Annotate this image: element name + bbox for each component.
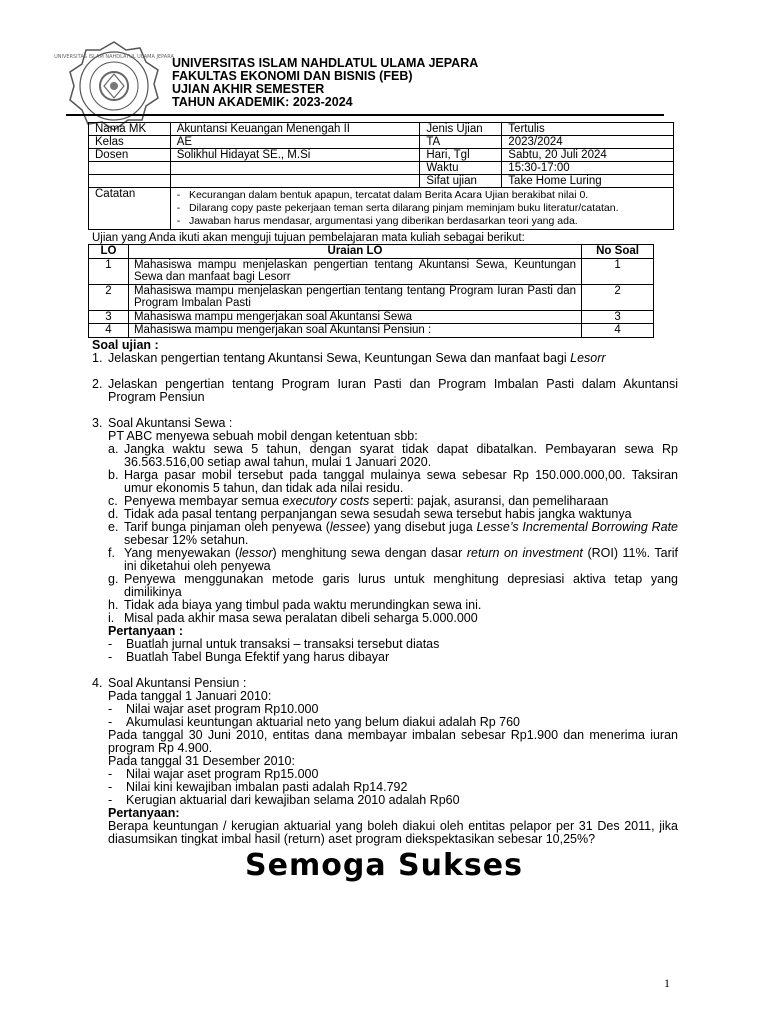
table-row: 4 Mahasiswa mampu mengerjakan soal Akuntansi Pensiun : 4: [89, 324, 654, 338]
no-soal-header: No Soal: [582, 245, 654, 259]
soal-heading: Soal ujian :: [92, 338, 159, 352]
table-row: 1 Mahasiswa mampu menjelaskan pengertian tentang Akuntansi Sewa, Keuntungan Sewa dan manfaat bagi Lesorr 1: [89, 258, 654, 284]
value-kelas: AE: [170, 136, 420, 149]
page-number: 1: [664, 976, 670, 990]
value-waktu: 15:30-17:00: [502, 162, 674, 175]
note-item: - Kecurangan dalam bentuk apapun, tercatat dalam Berita Acara Ujian berakibat nilai 0.: [176, 189, 589, 201]
university-logo: [54, 40, 174, 132]
label-hari: Hari, Tgl: [420, 149, 502, 162]
exam-questions: [92, 339, 678, 846]
label-kelas: Kelas: [89, 136, 171, 149]
logo-text: UNIVERSITAS ISLAM NAHDLATUL ULAMA JEPARA: [54, 54, 174, 60]
header-university: UNIVERSITAS ISLAM NAHDLATUL ULAMA JEPARA: [172, 56, 479, 70]
label-catatan: Catatan: [89, 188, 171, 230]
table-row: 3 Mahasiswa mampu mengerjakan soal Akuntansi Sewa 3: [89, 310, 654, 324]
header-faculty: FAKULTAS EKONOMI DAN BISNIS (FEB): [172, 69, 413, 83]
lo-intro: Ujian yang Anda ikuti akan menguji tujuan pembelajaran mata kuliah sebagai berikut:: [92, 232, 525, 244]
learning-outcomes-table: [88, 244, 654, 338]
note-item: - Jawaban harus mendasar, argumentasi yang diberikan berdasarkan teori yang ada.: [176, 215, 578, 227]
exam-info-table: [88, 122, 674, 230]
label-jenis: Jenis Ujian: [420, 123, 502, 136]
value-ta: 2023/2024: [502, 136, 674, 149]
label-nama-mk: Nama MK: [89, 123, 171, 136]
label-waktu: Waktu: [420, 162, 502, 175]
question-4: 4. Soal Akuntansi Pensiun : Pada tanggal 1 Januari 2010: - Nilai wajar aset program Rp10.000 - Akumulasi keuntungan aktuarial neto yang belum diakui adalah Rp 760 Pada tanggal 30 Juni 2010, entitas dana membayar imbalan sebesar Rp1.900 dan menerima iuran program Rp 4.900. Pada tanggal 31 Desember 2010: - Nilai wajar aset program Rp15.000 - Nilai kini kewajiban imbalan pasti adalah Rp14.792 - Kerugian aktuarial dari kewajiban selama 2010 adalah Rp60 Pertanyaan: Berapa keuntungan / kerugian aktuarial yang boleh diakui oleh entitas pelapor per 31 Des 2011, jika diasumsikan tingkat imbal hasil (return) aset program diekspektasikan sebesar 10,25%?: [92, 676, 678, 846]
closing-message: Semoga Sukses: [245, 848, 523, 883]
header-exam: UJIAN AKHIR SEMESTER: [172, 82, 325, 96]
label-ta: TA: [420, 136, 502, 149]
header-year: TAHUN AKADEMIK: 2023-2024: [172, 95, 353, 109]
catatan-notes: [170, 188, 673, 230]
question-2: 2. Jelaskan pengertian tentang Program Iuran Pasti dan Program Imbalan Pasti dalam Akuntansi Program Pensiun: [92, 377, 678, 404]
value-sifat: Take Home Luring: [502, 175, 674, 188]
question-1: 1. Jelaskan pengertian tentang Akuntansi Sewa, Keuntungan Sewa dan manfaat bagi Lesorr: [92, 351, 606, 365]
table-row: 2 Mahasiswa mampu menjelaskan pengertian tentang tentang Program Iuran Pasti dan Program Imbalan Pasti 2: [89, 284, 654, 310]
label-dosen: Dosen: [89, 149, 171, 162]
label-sifat: Sifat ujian: [420, 175, 502, 188]
header-divider: [66, 114, 664, 116]
document-header: [172, 57, 478, 109]
note-item: - Dilarang copy paste pekerjaan teman serta dilarang pinjam meminjam buku literatur/catatan.: [176, 202, 619, 214]
value-jenis: Tertulis: [502, 123, 674, 136]
value-nama-mk: Akuntansi Keuangan Menengah II: [170, 123, 420, 136]
value-dosen: Solikhul Hidayat SE., M.Si: [170, 149, 420, 162]
question-3: 3. Soal Akuntansi Sewa : PT ABC menyewa sebuah mobil dengan ketentuan sbb: a. Jangka waktu sewa 5 tahun, dengan syarat tidak dapat dibatalkan. Pembayaran sewa Rp 36.563.516,00 setiap awal tahun, mulai 1 Januari 2020. b. Harga pasar mobil tersebut pada tanggal mulainya sewa sebesar Rp 150.000.000,00. Taksiran umur ekonomis 5 tahun, dan tidak ada nilai residu. c. Penyewa membayar semua executory costs seperti: pajak, asuransi, dan pemeliharaan d. Tidak ada pasal tentang perpanjangan sewa sesudah sewa tersebut habis jangka waktunya e. Tarif bunga pinjaman oleh penyewa (lessee) yang disebut juga Lesse’s Incremental Borrowing Rate sebesar 12% setahun. f. Yang menyewakan (lessor) menghitung sewa dengan dasar return on investment (ROI) 11%. Tarif ini diketahui oleh penyewa g. Penyewa menggunakan metode garis lurus untuk menghitung depresiasi aktiva tetap yang dimilikinya h. Tidak ada biaya yang timbul pada waktu merundingkan sewa ini. i. Misal pada akhir masa sewa peralatan dibeli seharga 5.000.000 Pertanyaan : - Buatlah jurnal untuk transaksi – transaksi tersebut diatas - Buatlah Tabel Bunga Efektif yang harus dibayar: [92, 416, 679, 664]
uraian-header: Uraian LO: [128, 245, 581, 259]
lo-header: LO: [89, 245, 129, 259]
value-hari: Sabtu, 20 Juli 2024: [502, 149, 674, 162]
